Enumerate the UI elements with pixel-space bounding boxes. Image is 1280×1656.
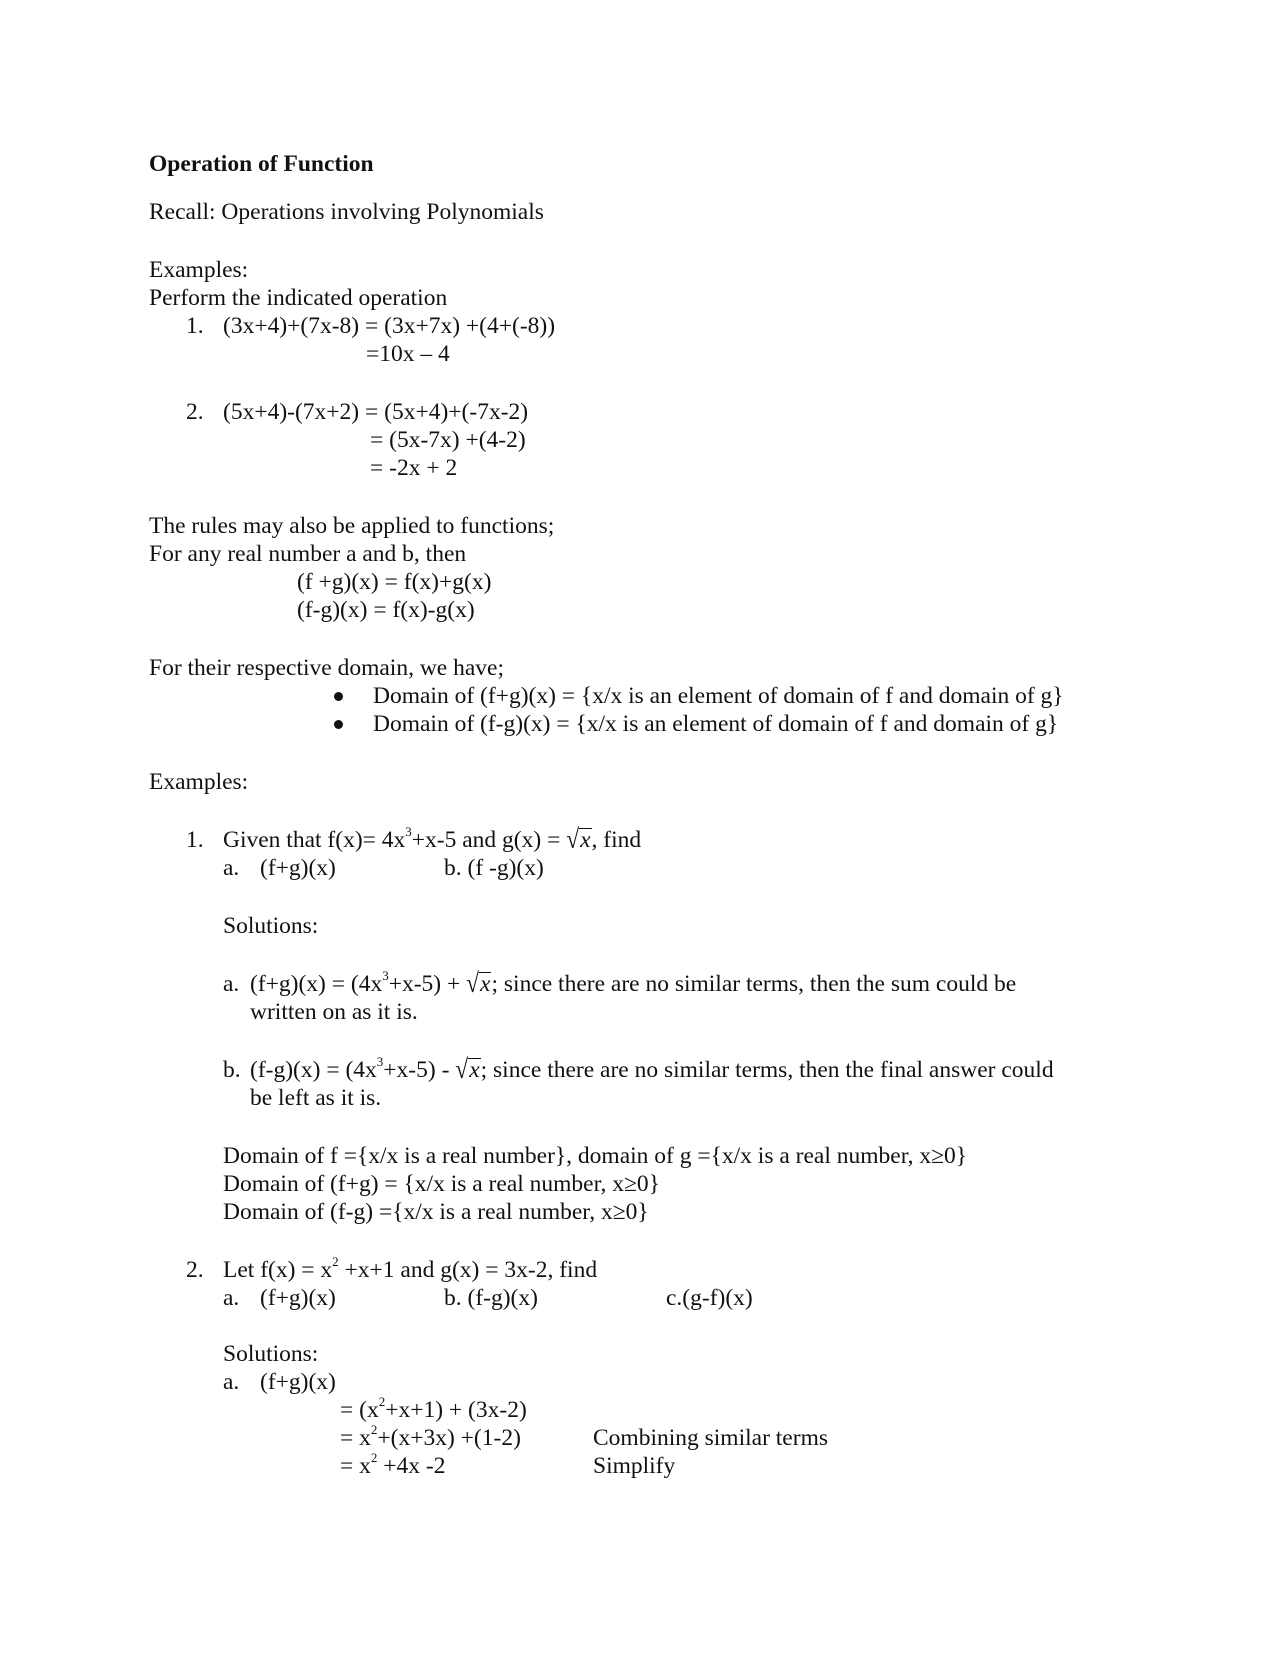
problem-1-part-b: b. (f -g)(x) bbox=[444, 855, 544, 881]
example-2-line-2: = (5x-7x) +(4-2) bbox=[370, 427, 526, 453]
solution-2a-heading: (f+g)(x) bbox=[260, 1369, 336, 1395]
sub-label-a: a. bbox=[223, 1285, 240, 1311]
examples-label: Examples: bbox=[149, 769, 249, 795]
list-number: 1. bbox=[186, 313, 204, 339]
problem-2-part-b: b. (f-g)(x) bbox=[444, 1285, 538, 1311]
solution-2a-step-2: = $x^2+(x+3x) +(1-2)$ bbox=[340, 1422, 521, 1451]
bullet-icon bbox=[334, 720, 343, 729]
sub-label-b: b. bbox=[223, 1057, 241, 1083]
example-2-line-1: (5x+4)-(7x+2) = (5x+4)+(-7x-2) bbox=[223, 399, 529, 425]
domain-bullet-item: Domain of (f-g)(x) = {x/x is an element of domain of f and domain of g} bbox=[373, 711, 1059, 737]
solution-1b-continued: be left as it is. bbox=[250, 1085, 382, 1111]
example-1-line-1: (3x+4)+(7x-8) = (3x+7x) +(4+(-8)) bbox=[223, 313, 556, 339]
domain-line-1: Domain of f ={x/x is a real number}, domain of g ={x/x is a real number, x≥0} bbox=[223, 1143, 968, 1169]
list-number: 2. bbox=[186, 1257, 204, 1283]
sub-label-a: a. bbox=[223, 855, 240, 881]
list-number: 1. bbox=[186, 827, 204, 853]
rules-intro-1: The rules may also be applied to functions; bbox=[149, 513, 555, 539]
problem-1-part-a: (f+g)(x) bbox=[260, 855, 336, 881]
recall-line: Recall: Operations involving Polynomials bbox=[149, 199, 544, 225]
domain-line-2: Domain of (f+g) = {x/x is a real number, x≥0} bbox=[223, 1171, 660, 1197]
list-number: 2. bbox=[186, 399, 204, 425]
rules-intro-2: For any real number a and b, then bbox=[149, 541, 467, 567]
solution-1b: $(f-g)(x) = (4x^3+x-5) - √x$; since there are no similar terms, then the final answer could bbox=[250, 1054, 1054, 1085]
problem-1-given: Given that $f(x)= 4x^3+x-5$ and g(x) = √x, find bbox=[223, 824, 642, 855]
solution-2a-step-1: = $(x^2+x+1) + (3x-2)$ bbox=[340, 1394, 527, 1423]
example-1-line-2: =10x – 4 bbox=[366, 341, 450, 367]
sqrt-symbol: √x bbox=[466, 969, 491, 999]
rule-difference: (f-g)(x) = f(x)-g(x) bbox=[297, 597, 475, 623]
domain-bullet-item: Domain of (f+g)(x) = {x/x is an element of domain of f and domain of g} bbox=[373, 683, 1064, 709]
step-3-note: Simplify bbox=[593, 1453, 676, 1479]
step-2-note: Combining similar terms bbox=[593, 1425, 828, 1451]
example-2-line-3: = -2x + 2 bbox=[370, 455, 458, 481]
sub-label-a: a. bbox=[223, 971, 240, 997]
problem-2-given: Let $f(x) = x^2 +x+1$ and g(x) = 3x-2, find bbox=[223, 1254, 598, 1283]
problem-2-part-a: (f+g)(x) bbox=[260, 1285, 336, 1311]
solutions-label: Solutions: bbox=[223, 1341, 319, 1367]
solutions-label: Solutions: bbox=[223, 913, 319, 939]
sqrt-symbol: √x bbox=[566, 825, 591, 855]
examples-label: Examples: bbox=[149, 257, 249, 283]
problem-2-part-c: c.(g-f)(x) bbox=[666, 1285, 753, 1311]
sqrt-symbol: √x bbox=[455, 1055, 480, 1085]
solution-1a: $(f+g)(x) = (4x^3+x-5) + √x$; since there are no similar terms, then the sum could be bbox=[250, 968, 1017, 999]
sub-label-a: a. bbox=[223, 1369, 240, 1395]
page-title: Operation of Function bbox=[149, 151, 374, 177]
domain-intro: For their respective domain, we have; bbox=[149, 655, 504, 681]
instruction-line: Perform the indicated operation bbox=[149, 285, 448, 311]
domain-line-3: Domain of (f-g) ={x/x is a real number, x≥0} bbox=[223, 1199, 649, 1225]
bullet-icon bbox=[334, 692, 343, 701]
rule-sum: (f +g)(x) = f(x)+g(x) bbox=[297, 569, 492, 595]
solution-2a-step-3: = $x^2 +4x$ -2 bbox=[340, 1450, 446, 1479]
solution-1a-continued: written on as it is. bbox=[250, 999, 418, 1025]
